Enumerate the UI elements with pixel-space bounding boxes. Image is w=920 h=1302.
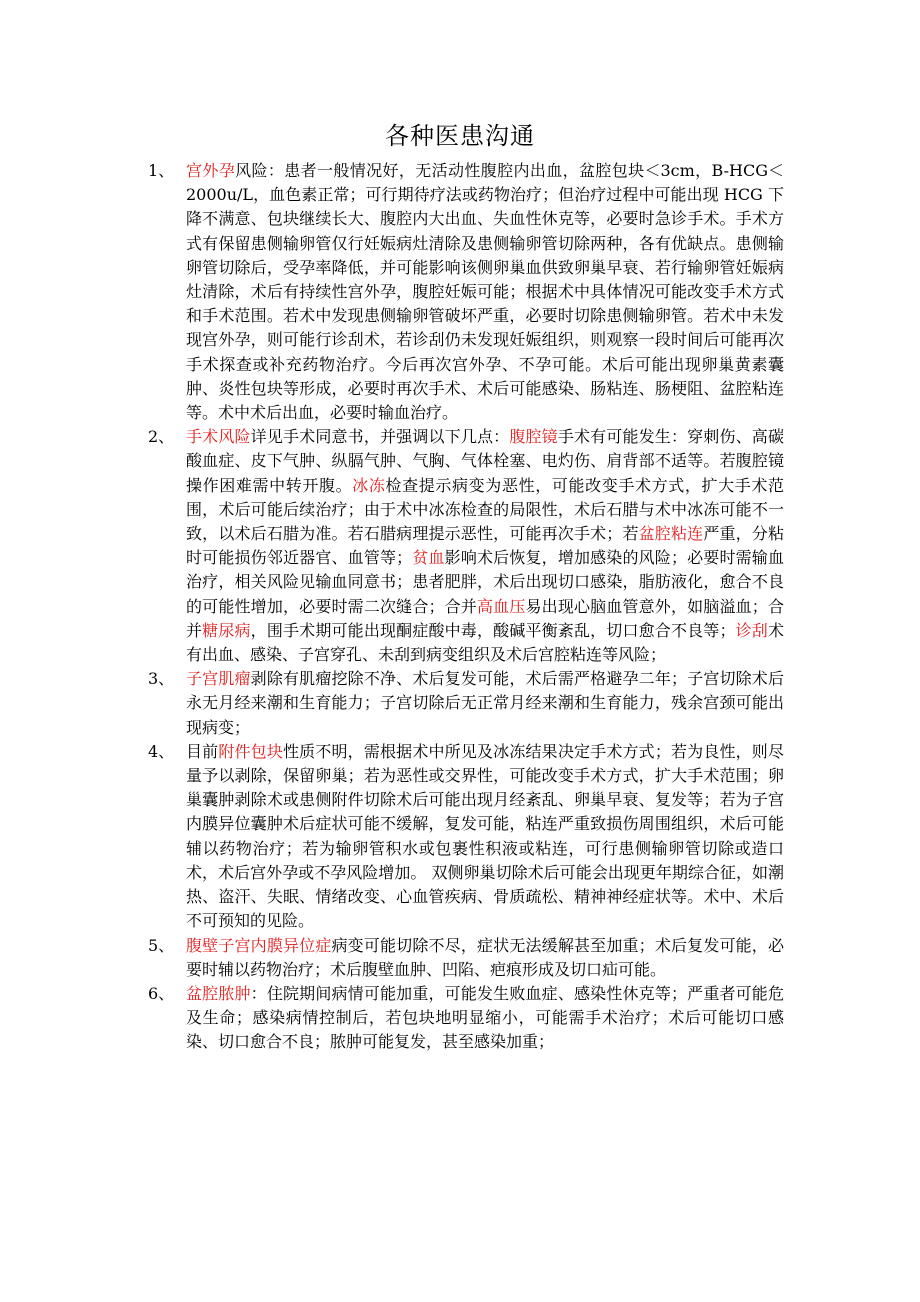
list-item — [0, 667, 784, 740]
item-number: 3、 — [148, 669, 175, 689]
highlighted-term: 盆腔粘连 — [638, 524, 704, 544]
item-text: 病变可能切除不尽，症状无法缓解甚至加重；术后复发可能，必要时辅以药物治疗；术后腹壁血肿、凹陷、疤痕形成及切口疝可能。 — [186, 935, 784, 979]
item-text: 手术有可能发生：穿刺伤、高碳酸血症、皮下气肿、纵膈气肿、气胸、气体栓塞、电灼伤、肩背部不适等。若腹腔镜操作困难需中转开腹。 — [186, 427, 784, 495]
item-text: 详见手术同意书，并强调以下几点： — [250, 427, 510, 447]
item-text: 严重，分粘时可能损伤邻近器官、血管等； — [186, 524, 784, 568]
item-text: 风险：患者一般情况好，无活动性腹腔内出血，盆腔包块＜3cm，B-HCG＜ 2000u/L，血色素正常；可行期待疗法或药物治疗；但治疗过程中可能出现 HCG 下降不满意、包块继续长大、腹腔内大出血、失血性休克等，必要时急诊手术。手术方式有保留患侧输卵管仅行妊娠病灶清除及患侧输卵管切除两种，各有优缺点。患侧输卵管切除后，受孕率降低，并可能影响该侧卵巢血供致卵巢早衰、若行输卵管妊娠病灶清除，术后有持续性宫外孕，腹腔妊娠可能；根据术中具体情况可能改变手术方式和手术范围。若术中发现患侧输卵管破坏严重，必要时切除患侧输卵管。若术中未发现宫外孕，则可能行诊刮术，若诊刮仍未发现妊娠组织，则观察一段时间后可能再次手术探查或补充药物治疗。今后再次宫外孕、不孕可能。术后可能出现卵巢黄素囊肿、炎性包块等形成，必要时再次手术、术后可能感染、肠粘连、肠梗阻、盆腔粘连等。术中术后出血，必要时输血治疗。 — [186, 161, 784, 423]
highlighted-term: 冰冻 — [352, 475, 386, 495]
highlighted-term: 糖尿病 — [202, 620, 251, 640]
item-number: 2、 — [148, 427, 175, 447]
list-item — [0, 740, 784, 934]
document-title: 各种医患沟通 — [385, 122, 535, 150]
item-text: 易出现心脑血管意外，如脑溢血；合并 — [186, 596, 784, 640]
item-number: 6、 — [148, 983, 175, 1003]
highlighted-term: 子宫肌瘤 — [186, 669, 251, 689]
item-number: 5、 — [148, 935, 175, 955]
highlighted-term: 腹壁子宫内膜异位症 — [186, 935, 332, 955]
highlighted-term: 腹腔镜 — [509, 427, 558, 447]
list-item — [0, 159, 784, 425]
highlighted-term: 附件包块 — [218, 741, 284, 761]
item-text: 影响术后恢复，增加感染的风险；必要时需输血治疗，相关风险见输血同意书；患者肥胖，术后出现切口感染，脂肪液化，愈合不良的可能性增加，必要时需二次缝合；合并 — [186, 548, 784, 616]
item-text: ：住院期间病情可能加重，可能发生败血症、感染性休克等；严重者可能危及生命；感染病情控制后，若包块地明显缩小，可能需手术治疗；术后可能切口感染、切口愈合不良；脓肿可能复发，甚至感染加重； — [186, 983, 784, 1052]
item-number: 1、 — [148, 161, 175, 180]
item-text: 检查提示病变为恶性，可能改变手术方式，扩大手术范围，术后可能后续治疗；由于术中冰冻检查的局限性，术后石腊与术中冰冻可能不一致，以术后石腊为准。若石腊病理提示恶性，可能再次手术；若 — [186, 475, 784, 544]
list-item — [0, 982, 784, 1055]
highlighted-term: 手术风险 — [186, 427, 251, 447]
item-number: 4、 — [148, 741, 175, 761]
item-text: 目前 — [186, 741, 219, 761]
item-text: 术有出血、感染、子宫穿孔、未刮到病变组织及术后宫腔粘连等风险； — [186, 620, 784, 665]
highlighted-term: 盆腔脓肿 — [186, 983, 251, 1003]
list-item — [0, 425, 784, 667]
highlighted-term: 高血压 — [476, 596, 526, 616]
list-item — [0, 934, 784, 982]
item-text: 性质不明，需根据术中所见及冰冻结果决定手术方式；若为良性，则尽量予以剥除，保留卵巢；若为恶性或交界性，可能改变手术方式，扩大手术范围；卵巢囊肿剥除术或患侧附件切除术后可能出现月经紊乱、卵巢早衰、复发等；若为子宫内膜异位囊肿术后症状可能不缓解，复发可能，粘连严重致损伤周围组织，术后可能辅以药物治疗；若为输卵管积水或包裹性积液或粘连，可行患侧输卵管切除或造口术，术后宫外孕或不孕风险增加。 双侧卵巢切除术后可能会出现更年期综合征，如潮热、盗汗、失眠、情绪改变、心血管疾病、骨质疏松、精神神经症状等。术中、术后不可预知的见险。 — [186, 741, 784, 931]
highlighted-term: 诊刮 — [735, 620, 768, 640]
item-text: ，围手术期可能出现酮症酸中毒，酸碱平衡紊乱，切口愈合不良等； — [250, 620, 736, 640]
highlighted-term: 宫外孕 — [186, 161, 236, 180]
highlighted-term: 贫血 — [412, 548, 445, 568]
item-text: 剥除有肌瘤挖除不净、术后复发可能，术后需严格避孕二年；子宫切除术后永无月经来潮和生育能力；子宫切除后无正常月经来潮和生育能力，残余宫颈可能出现病变； — [186, 669, 784, 737]
consent-list — [0, 159, 920, 1055]
